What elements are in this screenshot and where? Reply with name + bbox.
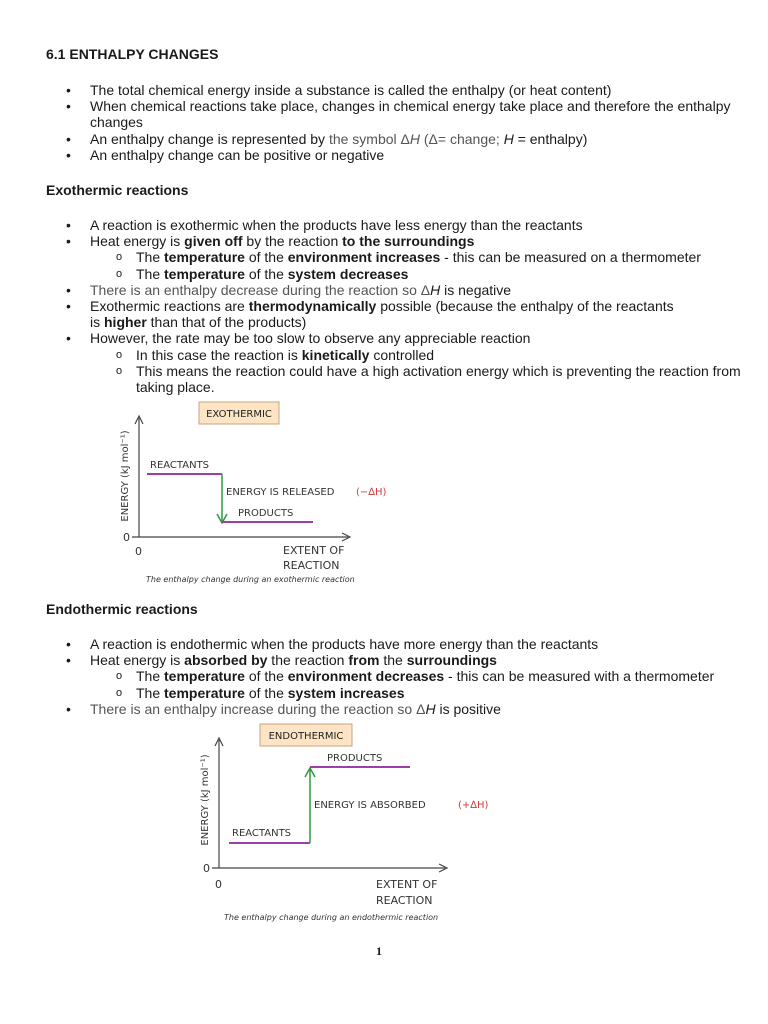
endothermic-heading: Endothermic reactions <box>46 601 198 617</box>
text-run: (Δ= change; <box>420 130 504 147</box>
text-run: of the <box>244 684 288 701</box>
endothermic-box-label: ENDOTHERMIC <box>268 731 344 742</box>
page-number: 1 <box>376 944 382 958</box>
text-run: system decreases <box>287 265 409 282</box>
exo-bullet-2 <box>66 233 746 249</box>
text-run: the symbol Δ <box>328 130 410 147</box>
text-run: the reaction <box>267 652 349 669</box>
text-run: to the surroundings <box>342 233 475 250</box>
delta-h-label: (+∆H) <box>458 800 489 811</box>
intro-bullet-1: • The total chemical energy inside a substance is called the enthalpy (or heat content) <box>66 82 746 98</box>
text-run: from <box>348 652 380 669</box>
endo-bullet-1: • A reaction is endothermic when the products have more energy than the reactants <box>66 636 746 652</box>
text-run: H <box>503 130 514 147</box>
text-run: The <box>136 668 165 685</box>
text-run: The <box>136 265 165 282</box>
text-run: is positive <box>435 700 501 717</box>
energy-released-label: ENERGY IS RELEASED <box>226 487 335 498</box>
text-run: Exothermic reactions are <box>90 298 249 315</box>
text-run: possible (because the enthalpy of the reactants is <box>90 298 674 331</box>
page-title: 6.1 ENTHALPY CHANGES <box>46 46 219 62</box>
reactants-label: REACTANTS <box>232 828 292 839</box>
text-run: than that of the products) <box>146 314 307 331</box>
text-run: temperature <box>164 668 245 685</box>
x-axis-label-line-1: EXTENT OF <box>283 544 345 557</box>
products-label: PRODUCTS <box>238 508 294 519</box>
x-axis-label-line-2: REACTION <box>283 559 340 572</box>
y-zero-label: 0 <box>123 531 130 544</box>
text-run: temperature <box>164 684 245 701</box>
text-run: In this case the reaction is <box>136 346 302 363</box>
figure-caption: The enthalpy change during an exothermic reaction <box>146 575 355 584</box>
exothermic-box-label: EXOTHERMIC <box>206 409 272 420</box>
text-run: of the <box>244 668 288 685</box>
intro-bullet-2: • When chemical reactions take place, changes in chemical energy take place and therefore the enthalpy changes <box>66 98 746 130</box>
text-run: the <box>379 652 407 669</box>
y-zero-label: 0 <box>203 862 210 875</box>
text-run: is negative <box>440 281 512 298</box>
exo-sub-4: o This means the reaction could have a high activation energy which is preventing the reaction from taking place. <box>66 363 746 395</box>
exothermic-diagram <box>110 398 390 590</box>
delta-h-label: (−∆H) <box>356 487 387 498</box>
exothermic-heading: Exothermic reactions <box>46 182 189 198</box>
energy-absorbed-label: ENERGY IS ABSORBED <box>314 800 426 811</box>
text-run: absorbed by <box>184 652 268 669</box>
figure-caption: The enthalpy change during an endothermic reaction <box>224 913 439 922</box>
text-run: system increases <box>287 684 405 701</box>
exo-sub-1 <box>66 249 746 265</box>
text-run: environment increases <box>287 249 441 266</box>
text-run: environment decreases <box>287 668 445 685</box>
endothermic-diagram <box>190 718 490 928</box>
endo-sub-2 <box>66 685 746 701</box>
exo-bullet-3 <box>66 282 746 298</box>
endo-sub-1 <box>66 668 746 684</box>
text-run: temperature <box>164 249 245 266</box>
text-run: of the <box>244 249 288 266</box>
y-axis-label: ENERGY (kJ mol⁻¹) <box>200 754 211 846</box>
x-axis-label-line-2: REACTION <box>376 894 433 907</box>
endo-bullet-2 <box>66 652 746 668</box>
text-run: An enthalpy change is represented by <box>90 130 329 147</box>
text-run: = enthalpy) <box>513 130 588 147</box>
text-run: higher <box>104 314 147 331</box>
text-run: - this can be measured with a thermometer <box>444 668 715 685</box>
intro-list <box>66 82 746 163</box>
exothermic-list <box>66 217 746 395</box>
text-run: given off <box>184 233 243 250</box>
text-run: H <box>409 130 420 147</box>
endothermic-list <box>66 636 746 717</box>
y-axis-label: ENERGY (kJ mol⁻¹) <box>120 430 131 522</box>
text-run: H <box>430 281 441 298</box>
text-run: Heat energy is <box>90 233 185 250</box>
reactants-label: REACTANTS <box>150 460 210 471</box>
text-run: of the <box>244 265 288 282</box>
text-run: - this can be measured on a thermometer <box>440 249 701 266</box>
exo-bullet-4 <box>66 298 746 330</box>
text-run: thermodynamically <box>248 298 377 315</box>
text-run: H <box>425 700 436 717</box>
text-run: by the reaction <box>242 233 343 250</box>
text-run: The <box>136 249 165 266</box>
text-run: controlled <box>369 346 435 363</box>
text-run: surroundings <box>406 652 497 669</box>
exo-bullet-1: • A reaction is exothermic when the products have less energy than the reactants <box>66 217 746 233</box>
text-run: There is an enthalpy decrease during the reaction so Δ <box>90 281 431 298</box>
endo-bullet-3 <box>66 701 746 717</box>
x-axis-label-line-1: EXTENT OF <box>376 878 438 891</box>
x-zero-label: 0 <box>215 878 222 891</box>
exo-bullet-5: • However, the rate may be too slow to observe any appreciable reaction <box>66 330 746 346</box>
intro-bullet-4: • An enthalpy change can be positive or negative <box>66 147 746 163</box>
text-run: Heat energy is <box>90 652 185 669</box>
text-run: kinetically <box>301 346 370 363</box>
exo-sub-3 <box>66 347 746 363</box>
text-run: temperature <box>164 265 245 282</box>
x-zero-label: 0 <box>135 545 142 558</box>
text-run: The <box>136 684 165 701</box>
exo-sub-2 <box>66 266 746 282</box>
intro-bullet-3 <box>66 131 746 147</box>
products-label: PRODUCTS <box>327 753 383 764</box>
text-run: There is an enthalpy increase during the reaction so Δ <box>90 700 426 717</box>
